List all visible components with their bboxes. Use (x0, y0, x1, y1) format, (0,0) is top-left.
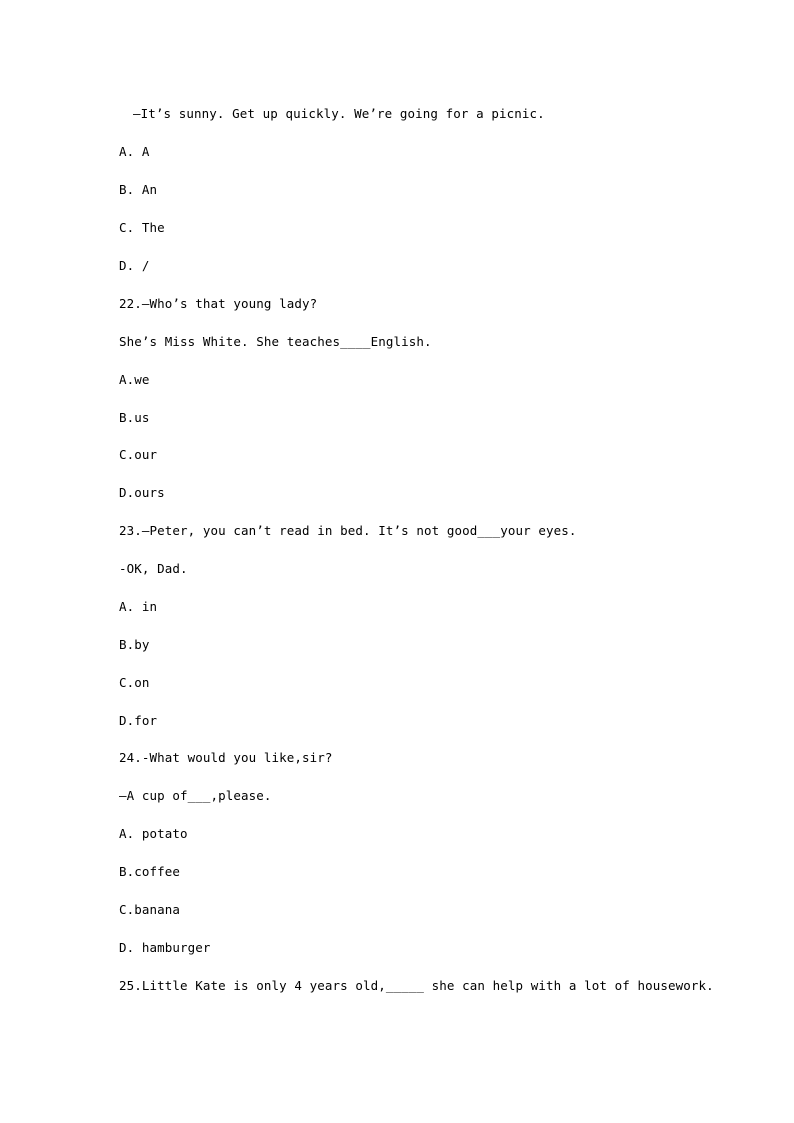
option-c: C.our (119, 447, 158, 462)
option-d: D.for (119, 713, 158, 728)
option-d: D.ours (119, 485, 165, 500)
question-25: 25.Little Kate is only 4 years old,_____ she can help with a lot of housework. (119, 978, 714, 993)
option-a: A. A (119, 144, 150, 159)
option-b: B.coffee (119, 864, 181, 879)
dialogue-line: -OK, Dad. (119, 561, 188, 576)
option-c: C. The (119, 220, 165, 235)
option-b: B.us (119, 410, 150, 425)
dialogue-line: —A cup of___,please. (119, 788, 272, 803)
option-d: D. hamburger (119, 940, 211, 955)
dialogue-line: She’s Miss White. She teaches____English. (119, 334, 432, 349)
question-23: 23.—Peter, you can’t read in bed. It’s not good___your eyes. (119, 523, 577, 538)
option-d: D. / (119, 258, 150, 273)
option-a: A.we (119, 372, 150, 387)
option-c: C.banana (119, 902, 181, 917)
question-22: 22.—Who’s that young lady? (119, 296, 318, 311)
question-24: 24.-What would you like,sir? (119, 750, 333, 765)
option-c: C.on (119, 675, 150, 690)
dialogue-line: —It’s sunny. Get up quickly. We’re going for a picnic. (133, 106, 545, 121)
option-b: B. An (119, 182, 158, 197)
option-a: A. potato (119, 826, 188, 841)
option-b: B.by (119, 637, 150, 652)
option-a: A. in (119, 599, 158, 614)
